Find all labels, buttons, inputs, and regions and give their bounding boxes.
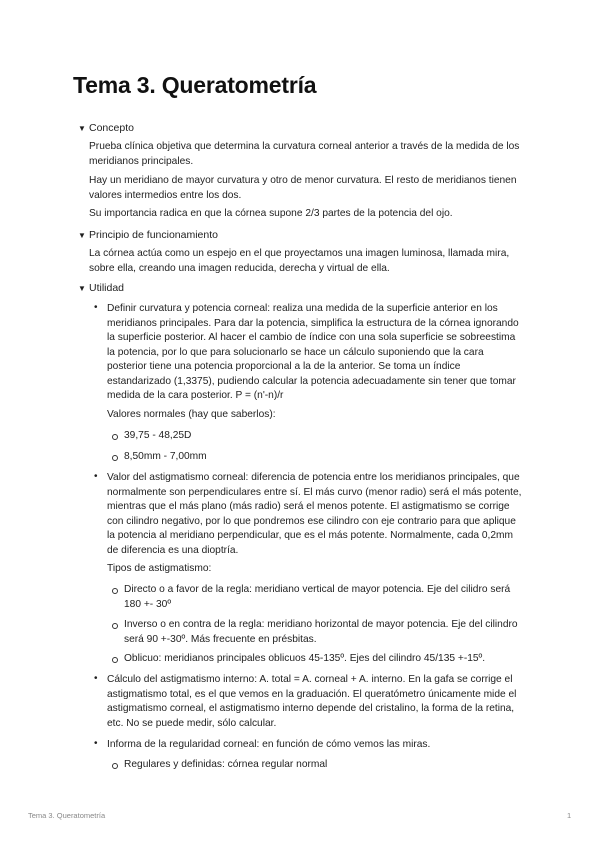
bullet-dot: •	[94, 471, 98, 482]
triangle-down-icon: ▼	[78, 231, 86, 240]
circle-bullet	[112, 657, 118, 663]
bullet-dot: •	[94, 673, 98, 684]
list-item: Oblicuo: meridianos principales oblicuos 45-135º. Ejes del cilindro 45/135 +-15º.	[124, 653, 486, 664]
list-item: Directo o a favor de la regla: meridiano vertical de mayor potencia. Eje del cilidro será 180 +- 30º	[124, 584, 511, 610]
list-item: Cálculo del astigmatismo interno: A. total = A. corneal + A. interno. En la gafa se corrige el astigmatismo total, es el que vemos en la graduación. El queratómetro únicamente mide el astigmatismo corneal, el astigmatismo interno depende del cristalino, la forma de la retina, etc. No se puede medir, sólo calcular.	[107, 674, 517, 729]
circle-bullet	[112, 623, 118, 629]
toggle-principio[interactable]	[78, 229, 218, 242]
paragraph: Prueba clínica objetiva que determina la curvatura corneal anterior a través de la medida de los meridianos principales.	[89, 141, 520, 167]
toggle-label: Principio de funcionamiento	[89, 229, 218, 241]
triangle-down-icon: ▼	[78, 284, 86, 293]
bullet-dot: •	[94, 738, 98, 749]
circle-bullet	[112, 455, 118, 461]
page-number: 1	[567, 811, 572, 820]
paragraph: Valores normales (hay que saberlos):	[107, 409, 276, 420]
list-item: Informa de la regularidad corneal: en función de cómo vemos las miras.	[107, 739, 431, 750]
list-item: Regulares y definidas: córnea regular normal	[124, 759, 328, 770]
paragraph: Hay un meridiano de mayor curvatura y otro de menor curvatura. El resto de meridianos tienen valores intermedios entre los dos.	[89, 175, 517, 201]
toggle-utilidad[interactable]	[78, 282, 124, 295]
toggle-concepto[interactable]	[78, 122, 134, 135]
triangle-down-icon: ▼	[78, 124, 86, 133]
toggle-label: Utilidad	[89, 282, 125, 294]
circle-bullet	[112, 763, 118, 769]
list-item: 39,75 - 48,25D	[124, 430, 192, 441]
page-title: Tema 3. Queratometría	[73, 72, 317, 98]
list-item: 8,50mm - 7,00mm	[124, 451, 207, 462]
paragraph: Su importancia radica en que la córnea supone 2/3 partes de la potencia del ojo.	[89, 208, 453, 219]
list-item: Inverso o en contra de la regla: meridiano horizontal de mayor potencia. Eje del cilindro será 90 +-30º. Más frecuente en présbitas.	[124, 619, 518, 645]
list-item: Definir curvatura y potencia corneal: realiza una medida de la superficie anterior en los meridianos principales. Para dar la potencia, simplifica la estructura de la córnea ignorando la superficie posterior. Al hacer el cambio de índice con una sola superficie se sobreestima la potencia, por lo que para solucionarlo se hace un cálculo suponiendo que la cara posterior tiene una potencia proporcional a la de la anterior. Se toma un índice estandarizado (1,3375), pudiendo calcular la potencia adecuadamente sin tener que tomar medida de la cara posterior. P = (n'-n)/r	[107, 303, 519, 401]
bullet-dot: •	[94, 302, 98, 313]
list-item: Valor del astigmatismo corneal: diferencia de potencia entre los meridianos principales, que normalmente son perpendiculares entre sí. El más curvo (menor radio) será el más potente, mientras que el más plano (más radio) será el menos potente. El astigmatismo se corrige con cilindro negativo, por lo que pondremos ese cilindro con eje contrario para que aplique la potencia al meridiano perpendicular, que es el más potente. Normalmente, cada 0,2mm de diferencia es una dioptría.	[107, 472, 522, 556]
footer-title: Tema 3. Queratometría	[28, 811, 106, 820]
paragraph: Tipos de astigmatismo:	[107, 563, 212, 574]
circle-bullet	[112, 434, 118, 440]
toggle-label: Concepto	[89, 122, 134, 134]
paragraph: La córnea actúa como un espejo en el que proyectamos una imagen luminosa, llamada mira, sobre ella, creando una imagen reducida, derecha y virtual de ella.	[89, 248, 510, 274]
circle-bullet	[112, 588, 118, 594]
